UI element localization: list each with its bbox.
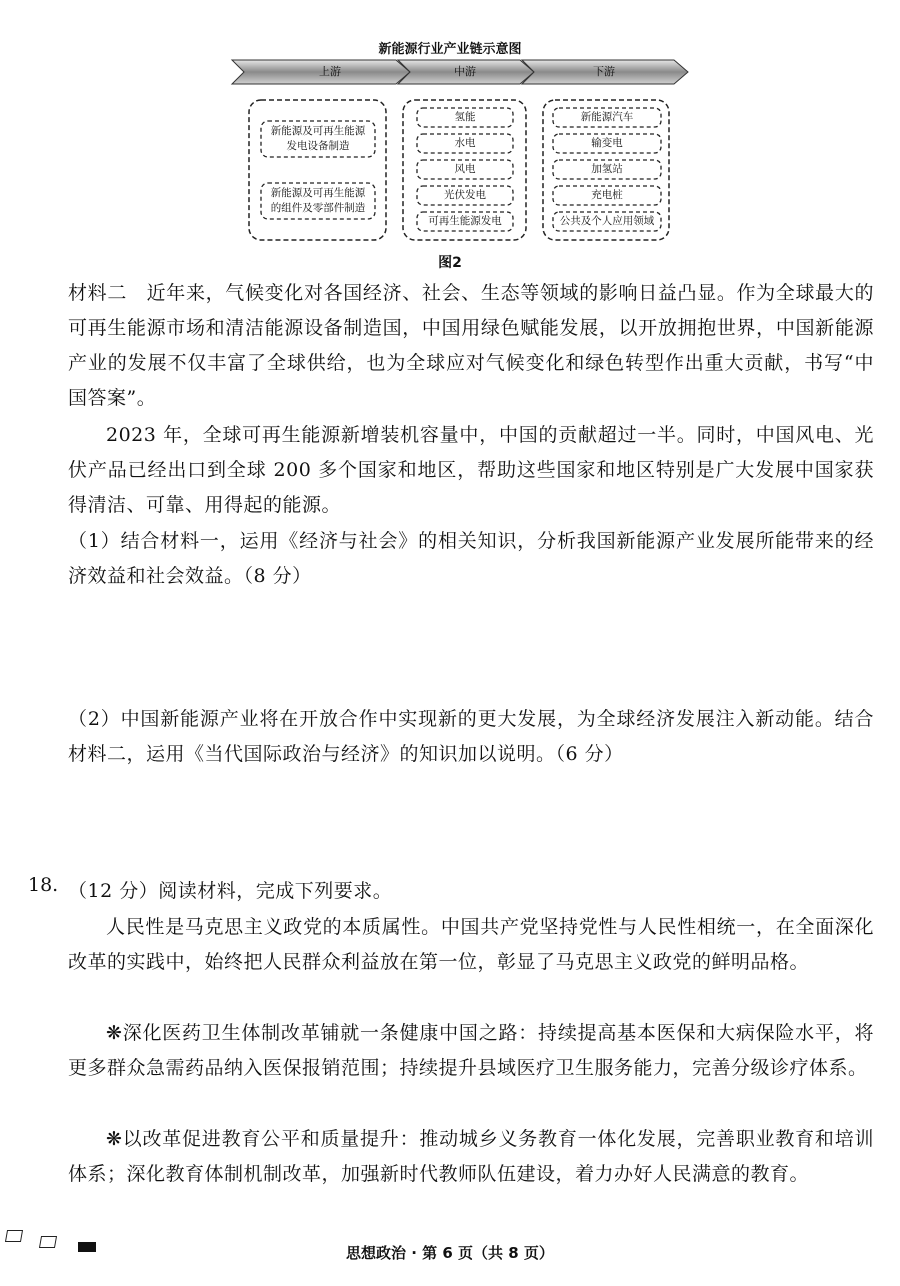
question-18-paragraph-3: ❋以改革促进教育公平和质量提升：推动城乡义务教育一体化发展，完善职业教育和培训体系；深化教育体制机制改革，加强新时代教师队伍建设，着力办好人民满意的教育。: [68, 1128, 874, 1185]
scan-mark: [5, 1230, 23, 1242]
page-footer: 思想政治 · 第 6 页（共 8 页）: [346, 1244, 554, 1262]
midstream-item: 风电: [454, 163, 476, 175]
downstream-item: 新能源汽车: [580, 111, 634, 123]
question-1: （1）结合材料一，运用《经济与社会》的相关知识，分析我国新能源产业发展所能带来的经济效益和社会效益。（8 分）: [68, 530, 874, 587]
midstream-item: 氢能: [454, 111, 476, 123]
figure-caption: 图2: [438, 255, 462, 271]
question-18-paragraph-1: 人民性是马克思主义政党的本质属性。中国共产党坚持党性与人民性相统一，在全面深化改革的实践中，始终把人民群众利益放在第一位，彰显了马克思主义政党的鲜明品格。: [68, 916, 874, 973]
stage-label-downstream: 下游: [593, 65, 615, 78]
upstream-item: 新能源及可再生能源发电设备制造: [270, 125, 366, 152]
material2-paragraph-1: 材料二 近年来，气候变化对各国经济、社会、生态等领域的影响日益凸显。作为全球最大的可再生能源市场和清洁能源设备制造国，中国用绿色赋能发展，以开放拥抱世界，中国新能源产业的发展不仅丰富了全球供给，也为全球应对气候变化和绿色转型作出重大贡献，书写“中国答案”。: [68, 282, 874, 409]
question-18-header: （12 分）阅读材料，完成下列要求。: [68, 880, 393, 902]
downstream-item: 加氢站: [591, 163, 623, 175]
stage-label-upstream: 上游: [319, 65, 341, 78]
industry-chain-diagram: [0, 0, 900, 250]
diagram-title: 新能源行业产业链示意图: [378, 42, 522, 57]
question-18-paragraph-2: ❋深化医药卫生体制改革铺就一条健康中国之路：持续提高基本医保和大病保险水平，将更多群众急需药品纳入医保报销范围；持续提升县域医疗卫生服务能力，完善分级诊疗体系。: [68, 1022, 874, 1079]
midstream-item: 光伏发电: [444, 189, 486, 201]
stage-label-midstream: 中游: [454, 65, 476, 78]
downstream-item: 公共及个人应用领域: [559, 215, 655, 227]
upstream-item: 新能源及可再生能源的组件及零部件制造: [270, 187, 366, 214]
downstream-item: 输变电: [591, 137, 623, 149]
question-18-number: 18.: [28, 874, 59, 896]
material2-paragraph-2: 2023 年，全球可再生能源新增装机容量中，中国的贡献超过一半。同时，中国风电、光伏产品已经出口到全球 200 多个国家和地区，帮助这些国家和地区特别是广大发展中国家获得清洁、可靠、用得起的能源。: [68, 424, 874, 516]
midstream-item: 水电: [454, 137, 476, 149]
midstream-item: 可再生能源发电: [428, 215, 502, 227]
question-2: （2）中国新能源产业将在开放合作中实现新的更大发展，为全球经济发展注入新动能。结合材料二，运用《当代国际政治与经济》的知识加以说明。（6 分）: [68, 708, 874, 765]
downstream-item: 充电桩: [591, 189, 623, 201]
